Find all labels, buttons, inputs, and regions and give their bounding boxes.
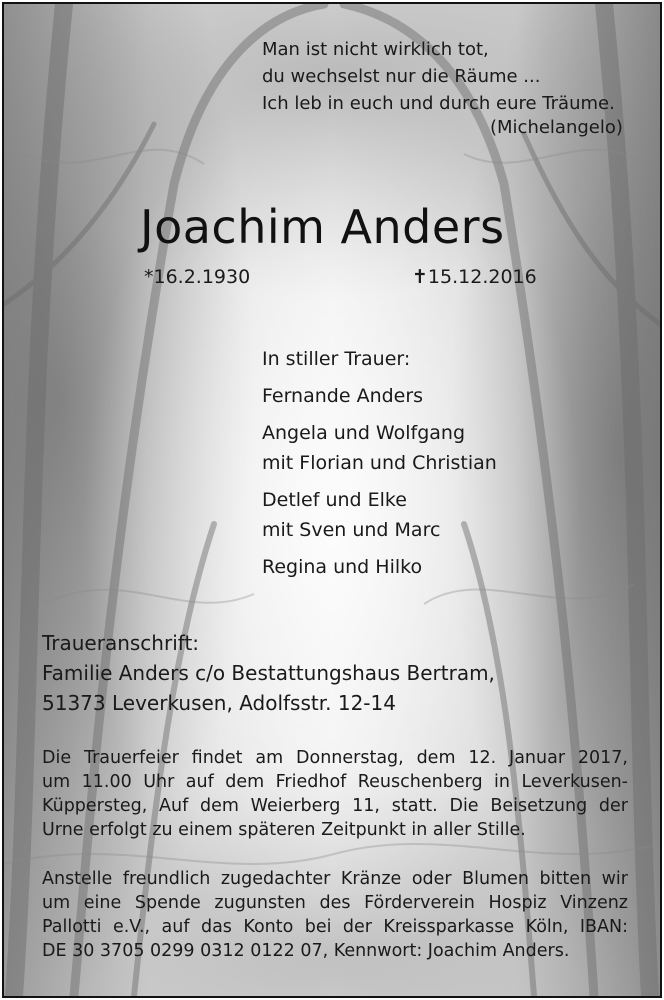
paragraph-line: DE 30 3705 0299 0312 0122 07, Kennwort: Joachim Anders. [42, 941, 570, 961]
mourning-address [42, 628, 495, 718]
mourner-name: Angela und Wolfgang [262, 422, 466, 444]
quote-line: Ich leb in euch und durch eure Träume. [262, 93, 615, 114]
quote-line: du wechselst nur die Räume ... [262, 66, 541, 87]
mourner-name: Detlef und Elke [262, 489, 407, 511]
mourner-name: mit Sven und Marc [262, 519, 441, 541]
paragraph-line: Anstelle freundlich zugedachter Kränze oder Blumen bitten wir [42, 869, 628, 889]
mourners-list [262, 344, 497, 589]
quote-block [262, 36, 615, 117]
mourner-group [262, 552, 497, 582]
deceased-name: Joachim Anders [140, 200, 505, 254]
mourner-group [262, 418, 497, 478]
mourner-name: mit Florian und Christian [262, 452, 497, 474]
quote-author: (Michelangelo) [490, 117, 623, 138]
address-line: Familie Anders c/o Bestattungshaus Bertram, [42, 661, 495, 685]
donation-info-paragraph [42, 867, 628, 963]
paragraph-line: Pallotti e.V., auf das Konto bei der Kreissparkasse Köln, IBAN: [42, 917, 628, 937]
mourners-heading: In stiller Trauer: [262, 348, 411, 370]
address-line: 51373 Leverkusen, Adolfsstr. 12-14 [42, 691, 396, 715]
mourner-group [262, 485, 497, 545]
paragraph-line: Die Trauerfeier findet am Donnerstag, dem 12. Januar 2017, [42, 748, 628, 768]
paragraph-line: Urne erfolgt zu einem späteren Zeitpunkt in aller Stille. [42, 820, 526, 840]
funeral-info-paragraph [42, 746, 628, 842]
death-date: ✝15.12.2016 [412, 266, 537, 288]
address-label: Traueranschrift: [42, 631, 200, 655]
mourner-name: Regina und Hilko [262, 556, 423, 578]
paragraph-line: um 11.00 Uhr auf dem Friedhof Reuschenberg in Leverkusen- [42, 772, 628, 792]
mourner-name: Fernande Anders [262, 385, 424, 407]
obituary-card [2, 2, 662, 998]
quote-line: Man ist nicht wirklich tot, [262, 39, 489, 60]
paragraph-line: Küppersteg, Auf dem Weierberg 11, statt. Die Beisetzung der [42, 796, 628, 816]
paragraph-line: um eine Spende zugunsten des Förderverein Hospiz Vinzenz [42, 893, 628, 913]
birth-date: *16.2.1930 [144, 266, 251, 288]
mourner-group [262, 381, 497, 411]
